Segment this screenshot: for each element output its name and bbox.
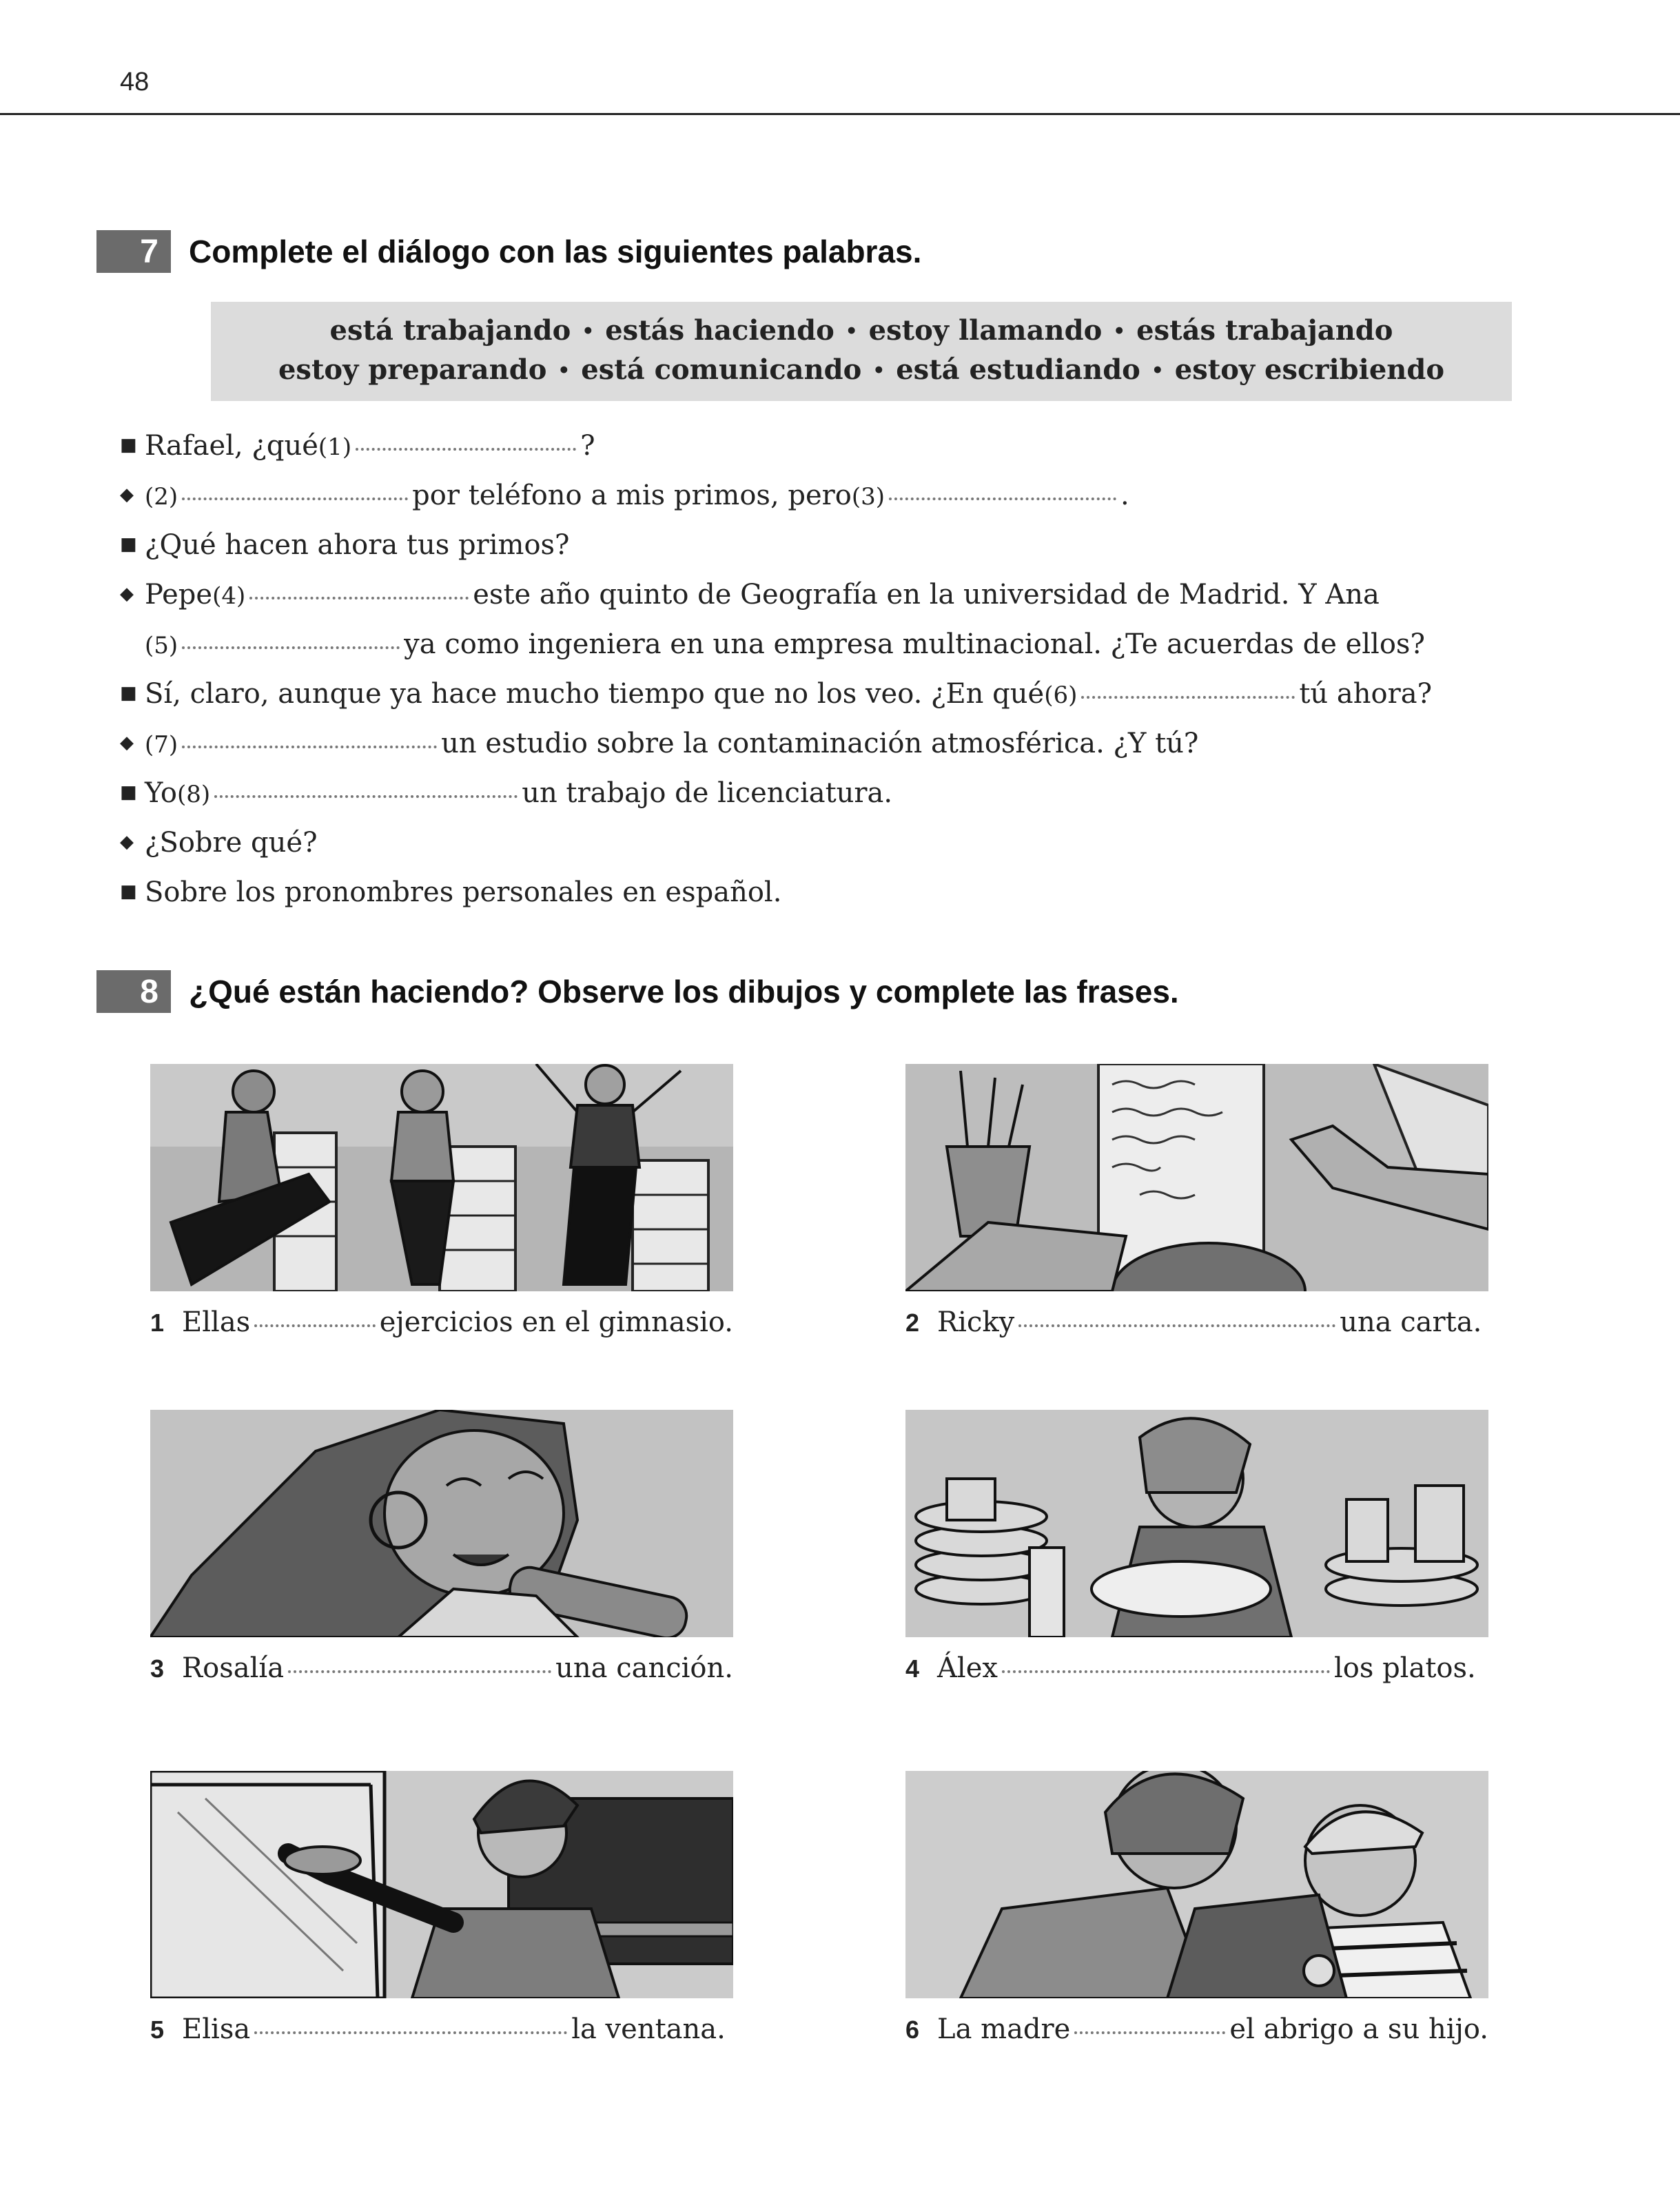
gap-number: (1) <box>318 433 352 461</box>
word-option: estoy llamando <box>868 314 1103 347</box>
dialog-line <box>120 777 1567 827</box>
answer-blank[interactable] <box>1074 2031 1225 2034</box>
word-option: estás haciendo <box>605 314 834 347</box>
gym-exercise-illustration <box>150 1064 733 1291</box>
exercise-item-5 <box>150 1771 733 2045</box>
sentence-end: el abrigo a su hijo. <box>1229 2013 1488 2045</box>
dialog-text: Sí, claro, aunque ya hace mucho tiempo que no los veo. ¿En qué <box>145 678 1045 710</box>
bullet-separator: • <box>557 359 571 382</box>
answer-blank[interactable] <box>288 1670 551 1673</box>
sentence-end: los platos. <box>1333 1652 1476 1684</box>
page-number: 48 <box>120 68 150 96</box>
exercise-item-4 <box>905 1410 1488 1684</box>
exercise-sentence <box>150 1652 733 1684</box>
sentence-end: ejercicios en el gimnasio. <box>379 1306 733 1338</box>
dialog-text: ¿Sobre qué? <box>145 827 318 859</box>
diamond-bullet-icon: ◆ <box>120 732 134 753</box>
writing-letter-illustration <box>905 1064 1488 1291</box>
header-rule <box>0 113 1680 115</box>
sentence-subject: Rosalía <box>182 1652 285 1684</box>
word-bank-line-1 <box>211 311 1512 351</box>
dialog <box>120 430 1567 926</box>
dialog-line <box>120 728 1567 777</box>
bullet-separator: • <box>1113 320 1126 342</box>
bullet-separator: • <box>582 320 595 342</box>
dialog-text: un trabajo de licenciatura. <box>522 777 893 809</box>
word-bank-line-2 <box>211 351 1512 390</box>
item-number: 1 <box>150 1309 165 1337</box>
sentence-subject: Elisa <box>182 2013 251 2045</box>
sentence-end: una carta. <box>1340 1306 1482 1338</box>
dialog-text: ya como ingeniera en una empresa multinacional. ¿Te acuerdas de ellos? <box>404 628 1425 660</box>
sentence-subject: Ellas <box>182 1306 251 1338</box>
dialog-text: Yo <box>145 777 178 809</box>
gap-number: (2) <box>145 483 178 511</box>
answer-blank[interactable] <box>249 597 469 599</box>
gap-number: (7) <box>145 731 178 759</box>
answer-blank[interactable] <box>254 1324 376 1327</box>
dialog-text: . <box>1120 480 1129 511</box>
exercise-8-title: ¿Qué están haciendo? Observe los dibujos y complete las frases. <box>189 974 1179 1009</box>
dialog-line <box>120 678 1567 728</box>
exercise-item-1 <box>150 1064 733 1338</box>
item-number: 4 <box>905 1654 920 1683</box>
exercise-7-number: 7 <box>96 230 171 273</box>
square-bullet-icon: ■ <box>120 534 137 555</box>
diamond-bullet-icon: ◆ <box>120 832 134 852</box>
gap-number: (4) <box>212 582 246 610</box>
answer-blank[interactable] <box>1081 696 1295 699</box>
washing-dishes-illustration <box>905 1410 1488 1637</box>
square-bullet-icon: ■ <box>120 435 137 455</box>
square-bullet-icon: ■ <box>120 782 137 803</box>
square-bullet-icon: ■ <box>120 683 137 704</box>
bullet-separator: • <box>1151 359 1164 382</box>
gap-number: (8) <box>177 781 211 808</box>
sentence-subject: La madre <box>937 2013 1071 2045</box>
word-option: estoy preparando <box>278 353 547 386</box>
word-option: está trabajando <box>329 314 571 347</box>
sentence-end: una canción. <box>555 1652 733 1684</box>
exercise-8-header <box>96 970 1179 1013</box>
bullet-separator: • <box>845 320 858 342</box>
dialog-text: Pepe <box>145 579 213 611</box>
dialog-text: este año quinto de Geografía en la universidad de Madrid. Y Ana <box>473 579 1380 611</box>
sentence-subject: Ricky <box>937 1306 1015 1338</box>
item-number: 5 <box>150 2016 165 2044</box>
word-option: está comunicando <box>581 353 862 386</box>
answer-blank[interactable] <box>254 2031 567 2034</box>
exercise-sentence <box>150 1306 733 1338</box>
answer-blank[interactable] <box>889 498 1116 500</box>
answer-blank[interactable] <box>356 448 576 451</box>
item-number: 6 <box>905 2016 920 2044</box>
answer-blank[interactable] <box>1018 1324 1335 1327</box>
answer-blank[interactable] <box>182 498 408 500</box>
exercise-7-title: Complete el diálogo con las siguientes palabras. <box>189 234 922 269</box>
dialog-line <box>120 827 1567 876</box>
exercise-item-2 <box>905 1064 1488 1338</box>
exercise-item-3 <box>150 1410 733 1684</box>
item-number: 3 <box>150 1654 165 1683</box>
dialog-text: Sobre los pronombres personales en español. <box>145 876 782 908</box>
diamond-bullet-icon: ◆ <box>120 484 134 505</box>
sentence-end: la ventana. <box>571 2013 726 2045</box>
dialog-text: tú ahora? <box>1299 678 1433 710</box>
coat-illustration <box>905 1771 1488 1998</box>
exercise-7-header <box>96 230 921 273</box>
dialog-text: un estudio sobre la contaminación atmosférica. ¿Y tú? <box>441 728 1199 759</box>
diamond-bullet-icon: ◆ <box>120 584 134 604</box>
dialog-line <box>120 529 1567 579</box>
word-bank <box>211 302 1512 401</box>
dialog-line <box>120 430 1567 480</box>
word-option: estás trabajando <box>1136 314 1393 347</box>
exercise-sentence <box>905 1652 1488 1684</box>
gap-number: (5) <box>145 632 178 659</box>
answer-blank[interactable] <box>1002 1670 1330 1673</box>
dialog-text: Rafael, ¿qué <box>145 430 318 462</box>
dialog-text: ? <box>580 430 595 462</box>
answer-blank[interactable] <box>182 646 400 649</box>
sentence-subject: Álex <box>937 1652 998 1684</box>
exercise-8-number: 8 <box>96 970 171 1013</box>
word-option: estoy escribiendo <box>1174 353 1444 386</box>
word-option: está estudiando <box>896 353 1140 386</box>
exercise-sentence <box>905 1306 1488 1338</box>
dialog-line <box>120 480 1567 529</box>
answer-blank[interactable] <box>182 746 437 748</box>
exercise-item-6 <box>905 1771 1488 2045</box>
bullet-separator: • <box>872 359 885 382</box>
dialog-line <box>120 628 1567 678</box>
dialog-line <box>120 579 1567 628</box>
exercise-sentence <box>905 2013 1488 2045</box>
gap-number: (6) <box>1044 681 1078 709</box>
exercise-sentence <box>150 2013 733 2045</box>
cleaning-window-illustration <box>150 1771 733 1998</box>
dialog-text: por teléfono a mis primos, pero <box>412 480 852 511</box>
dialog-text: ¿Qué hacen ahora tus primos? <box>145 529 570 561</box>
dialog-line <box>120 876 1567 926</box>
gap-number: (3) <box>851 483 885 511</box>
answer-blank[interactable] <box>214 795 518 798</box>
item-number: 2 <box>905 1309 920 1337</box>
singing-illustration <box>150 1410 733 1637</box>
square-bullet-icon: ■ <box>120 881 137 902</box>
